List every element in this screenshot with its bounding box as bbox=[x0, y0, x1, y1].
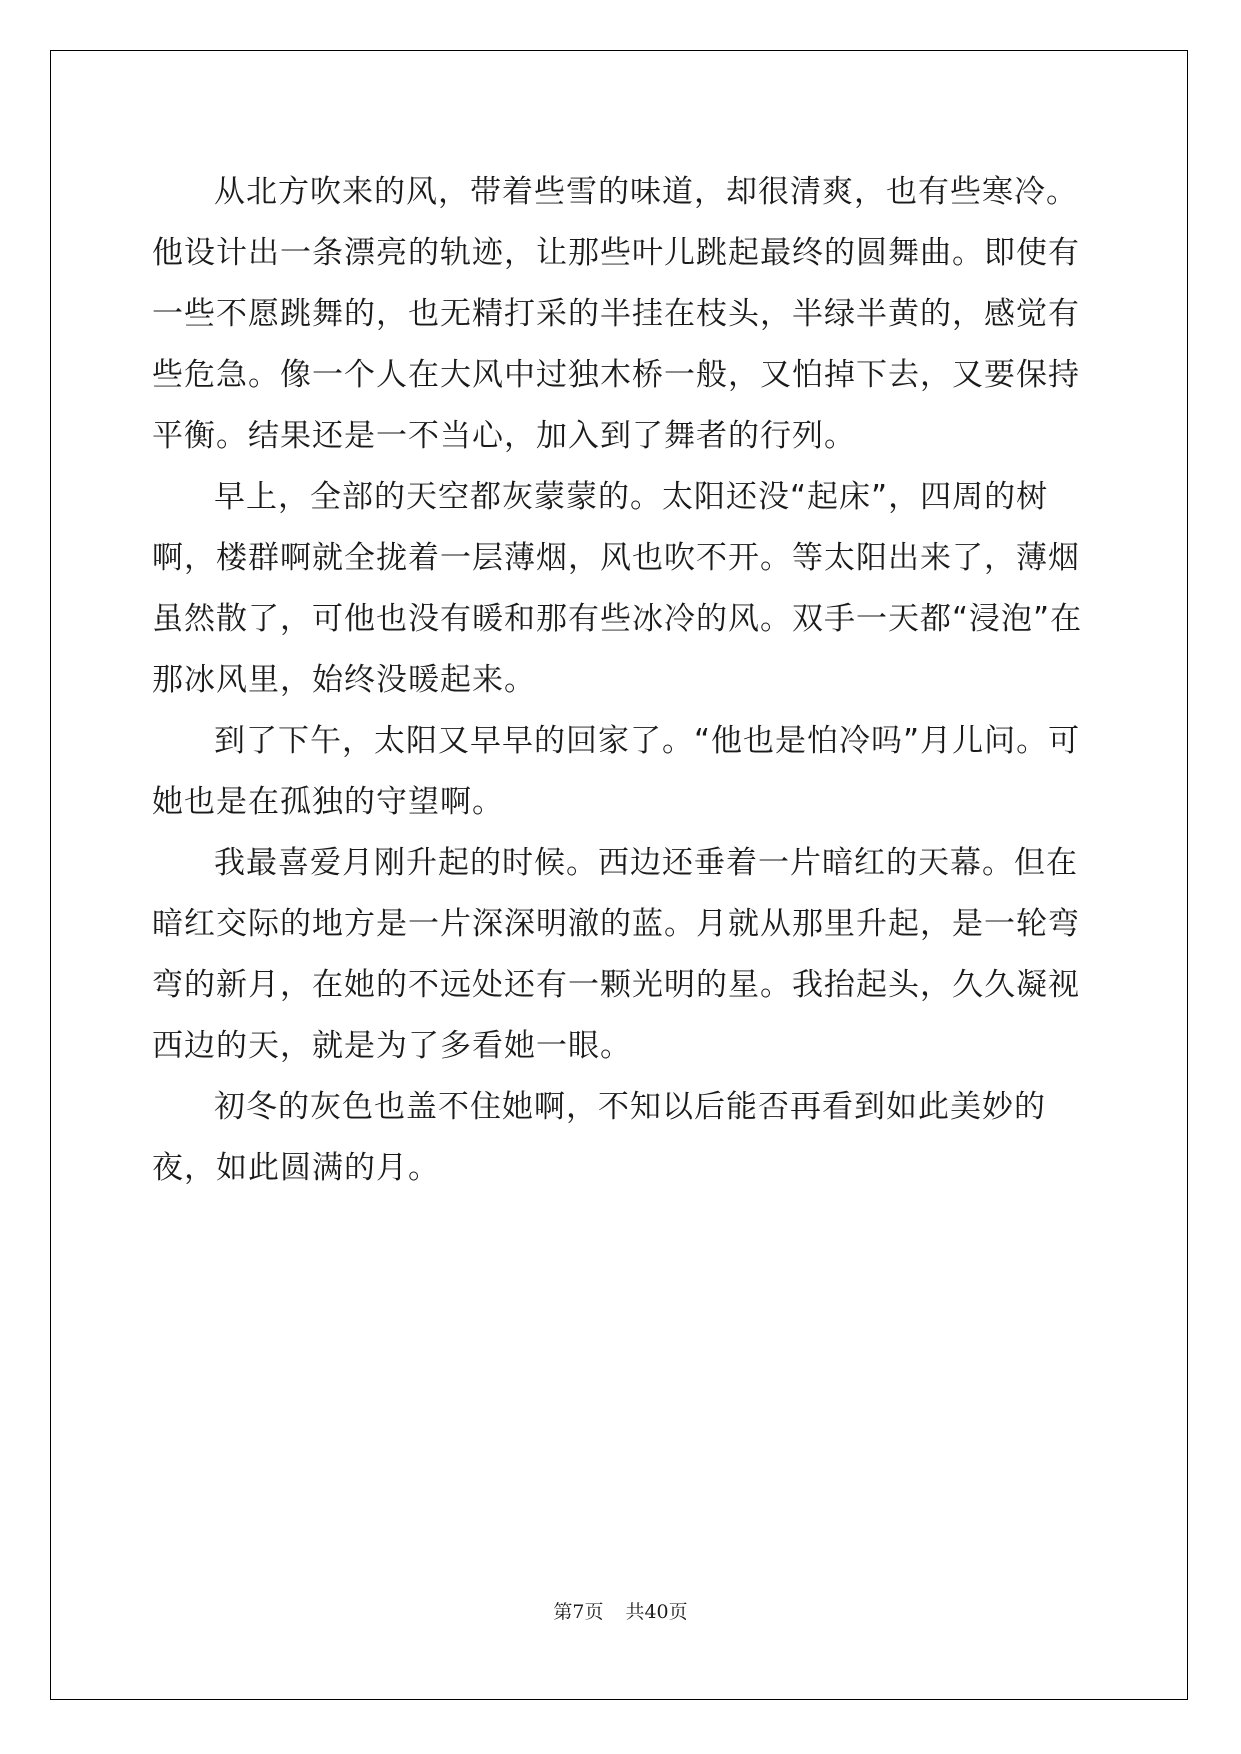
document-body bbox=[152, 162, 1092, 1199]
paragraph-5: 初冬的灰色也盖不住她啊，不知以后能否再看到如此美妙的夜，如此圆满的月。 bbox=[152, 1089, 1046, 1186]
paragraph-4: 我最喜爱月刚升起的时候。西边还垂着一片暗红的天幕。但在暗红交际的地方是一片深深明澈的蓝。月就从那里升起，是一轮弯弯的新月，在她的不远处还有一颗光明的星。我抬起头，久久凝视西边的天，就是为了多看她一眼。 bbox=[152, 845, 1080, 1064]
page-number-total: 共40页 bbox=[625, 1601, 688, 1623]
page-number-current: 第7页 bbox=[553, 1601, 604, 1623]
paragraph-3: 到了下午，太阳又早早的回家了。“他也是怕冷吗”月儿问。可她也是在孤独的守望啊。 bbox=[152, 723, 1081, 820]
page-footer bbox=[0, 1597, 1241, 1624]
paragraph-1: 从北方吹来的风，带着些雪的味道，却很清爽，也有些寒冷。他设计出一条漂亮的轨迹，让那些叶儿跳起最终的圆舞曲。即使有一些不愿跳舞的，也无精打采的半挂在枝头，半绿半黄的，感觉有些危急。像一个人在大风中过独木桥一般，又怕掉下去，又要保持平衡。结果还是一不当心，加入到了舞者的行列。 bbox=[152, 174, 1080, 454]
paragraph-2: 早上，全部的天空都灰蒙蒙的。太阳还没“起床”，四周的树啊，楼群啊就全拢着一层薄烟，风也吹不开。等太阳出来了，薄烟虽然散了，可他也没有暖和那有些冰冷的风。双手一天都“浸泡”在那冰风里，始终没暖起来。 bbox=[152, 479, 1083, 698]
